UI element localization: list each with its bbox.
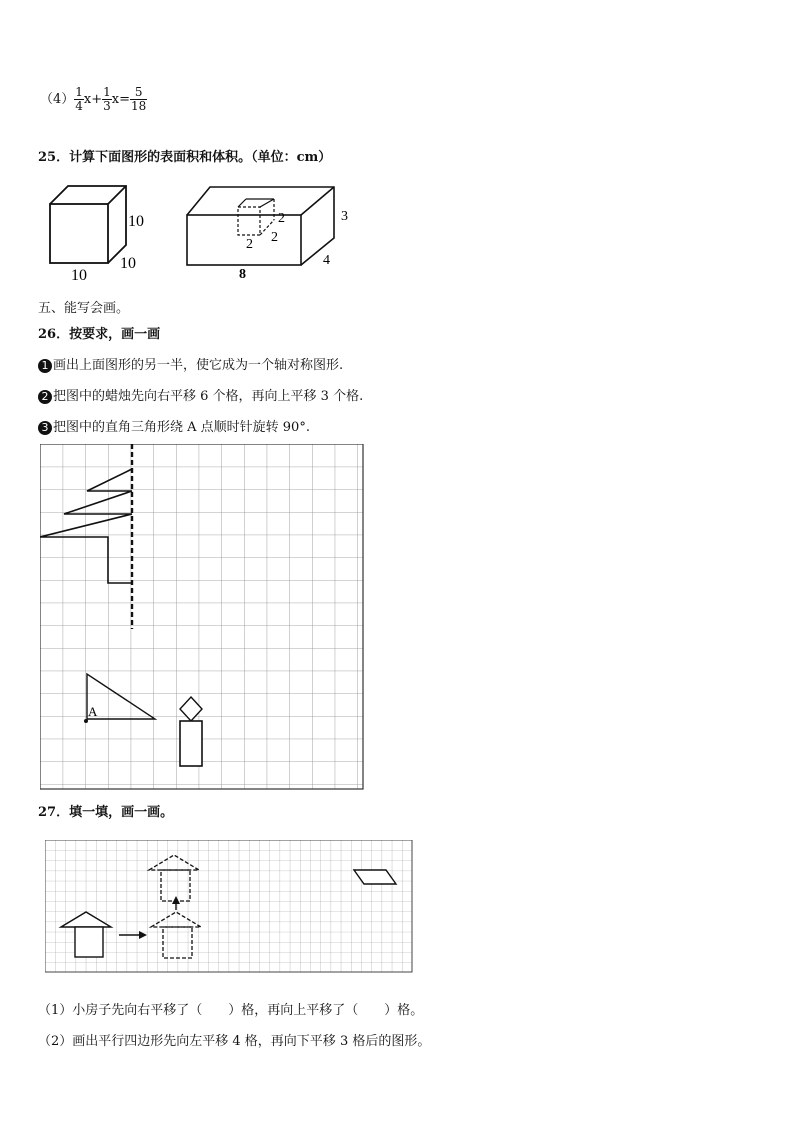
cuboid-width-label: 4: [323, 253, 330, 268]
q27-grid: [45, 840, 413, 974]
q26-item-2: 2 把图中的蜡烛先向右平移 6 个格，再向上平移 3 个格.: [38, 385, 363, 404]
q27-question-1: （1）小房子先向右平移了（ ）格，再向上平移了（ ）格。: [38, 1003, 424, 1018]
hole-width-label: 2: [246, 237, 253, 252]
q26-item-3: 3 把图中的直角三角形绕 A 点顺时针旋转 90°.: [38, 416, 310, 435]
cuboid-hole: [238, 199, 274, 235]
q25-figures: [38, 178, 378, 283]
cuboid-length-label: 8: [239, 267, 246, 282]
q26-grid: [40, 444, 364, 790]
equation-term-1: x+: [83, 92, 103, 107]
circled-number-3: 3: [38, 421, 52, 435]
hole-height-label: 2: [278, 211, 285, 226]
point-a-dot: [84, 719, 88, 723]
candle-body: [180, 721, 202, 766]
cube-depth-label: 10: [120, 255, 136, 272]
q26-item-1: 1 画出上面图形的另一半，使它成为一个轴对称图形.: [38, 354, 343, 373]
cube-bottom-label: 10: [71, 267, 87, 283]
q27-question-2: （2）画出平行四边形先向左平移 4 格，再向下平移 3 格后的图形。: [38, 1034, 431, 1049]
fraction-2: $\frac{1}{3}$: [103, 85, 111, 113]
equation-4: [40, 86, 147, 113]
question-26-title: 26．按要求，画一画: [38, 327, 161, 342]
house-body: [75, 927, 103, 957]
cube-figure: [50, 186, 126, 263]
equation-label: （4）: [40, 92, 75, 107]
fraction-1: $\frac{1}{4}$: [75, 85, 83, 113]
hole-depth-label: 2: [271, 230, 278, 245]
cube-side-label: 10: [128, 213, 144, 230]
section-5-title: 五、能写会画。: [38, 301, 130, 316]
cuboid-height-label: 3: [341, 209, 348, 224]
point-a-label: A: [88, 704, 98, 719]
question-27-title: 27．填一填，画一画。: [38, 805, 174, 820]
fraction-3: $\frac{5}{18}$: [131, 85, 147, 113]
circled-number-2: 2: [38, 390, 52, 404]
question-25-title: 25．计算下面图形的表面积和体积。（单位：cm）: [38, 150, 332, 165]
circled-number-1: 1: [38, 359, 52, 373]
equation-term-2: x=: [111, 92, 131, 107]
